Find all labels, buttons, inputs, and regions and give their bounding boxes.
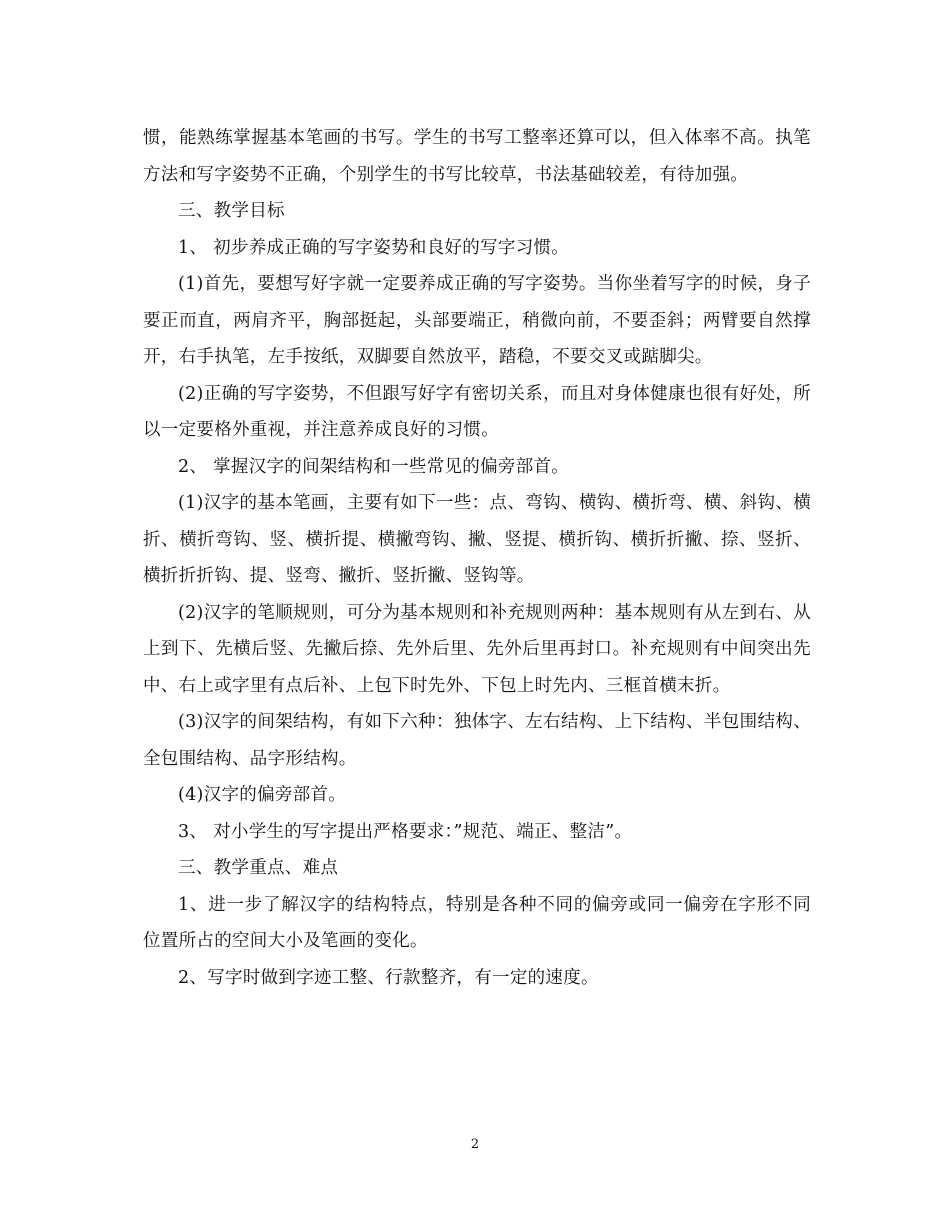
page-number: 2	[470, 1137, 480, 1152]
key-point-1: 1、进一步了解汉字的结构特点，特别是各种不同的偏旁或同一偏旁在字形不同位置所占的空间大小及笔画的变化。	[143, 894, 811, 951]
goal-item-2-sub-4: (4)汉字的偏旁部首。	[178, 785, 347, 805]
goal-item-2: 2、 掌握汉字的间架结构和一些常见的偏旁部首。	[178, 456, 570, 477]
key-point-2: 2、写字时做到字迹工整、行款整齐，有一定的速度。	[178, 967, 599, 988]
goal-item-2-sub-1: (1)汉字的基本笔画，主要有如下一些：点、弯钩、横钩、横折弯、横、斜钩、横折、横折弯钩、竖、横折提、横撇弯钩、撇、竖提、横折钩、横折折撇、捺、竖折、横折折折钩、提、竖弯、撇折、竖折撇、竖钩等。	[143, 493, 811, 586]
page-body	[143, 120, 811, 996]
goal-item-2-sub-3: (3)汉字的间架结构，有如下六种：独体字、左右结构、上下结构、半包围结构、全包围结构、品字形结构。	[143, 712, 811, 769]
goal-item-1-sub-2: (2)正确的写字姿势，不但跟写好字有密切关系，而且对身体健康也很有好处，所以一定要格外重视，并注意养成良好的习惯。	[143, 383, 811, 440]
goal-item-3: 3、 对小学生的写字提出严格要求：”规范、端正、整洁”。	[178, 821, 633, 842]
section-heading-key-points: 三、教学重点、难点	[178, 858, 339, 878]
goal-item-1: 1、 初步养成正确的写字姿势和良好的写字习惯。	[178, 237, 570, 258]
goal-item-2-sub-2: (2)汉字的笔顺规则，可分为基本规则和补充规则两种：基本规则有从左到右、从上到下、先横后竖、先撇后捺、先外后里、先外后里再封口。补充规则有中间突出先中、右上或字里有点后补、上包下时先外、下包上时先内、三框首横末折。	[143, 602, 811, 696]
paragraph-continuation: 惯，能熟练掌握基本笔画的书写。学生的书写工整率还算可以，但入体率不高。执笔方法和写字姿势不正确，个别学生的书写比较草，书法基础较差，有待加强。	[143, 128, 811, 185]
goal-item-1-sub-1: (1)首先，要想写好字就一定要养成正确的写字姿势。当你坐着写字的时候，身子要正而直，两肩齐平，胸部挺起，头部要端正，稍微向前，不要歪斜；两臂要自然撑开，右手执笔，左手按纸，双脚要自然放平，踏稳，不要交叉或踮脚尖。	[143, 274, 811, 367]
section-heading-teaching-goals: 三、教学目标	[178, 201, 285, 221]
